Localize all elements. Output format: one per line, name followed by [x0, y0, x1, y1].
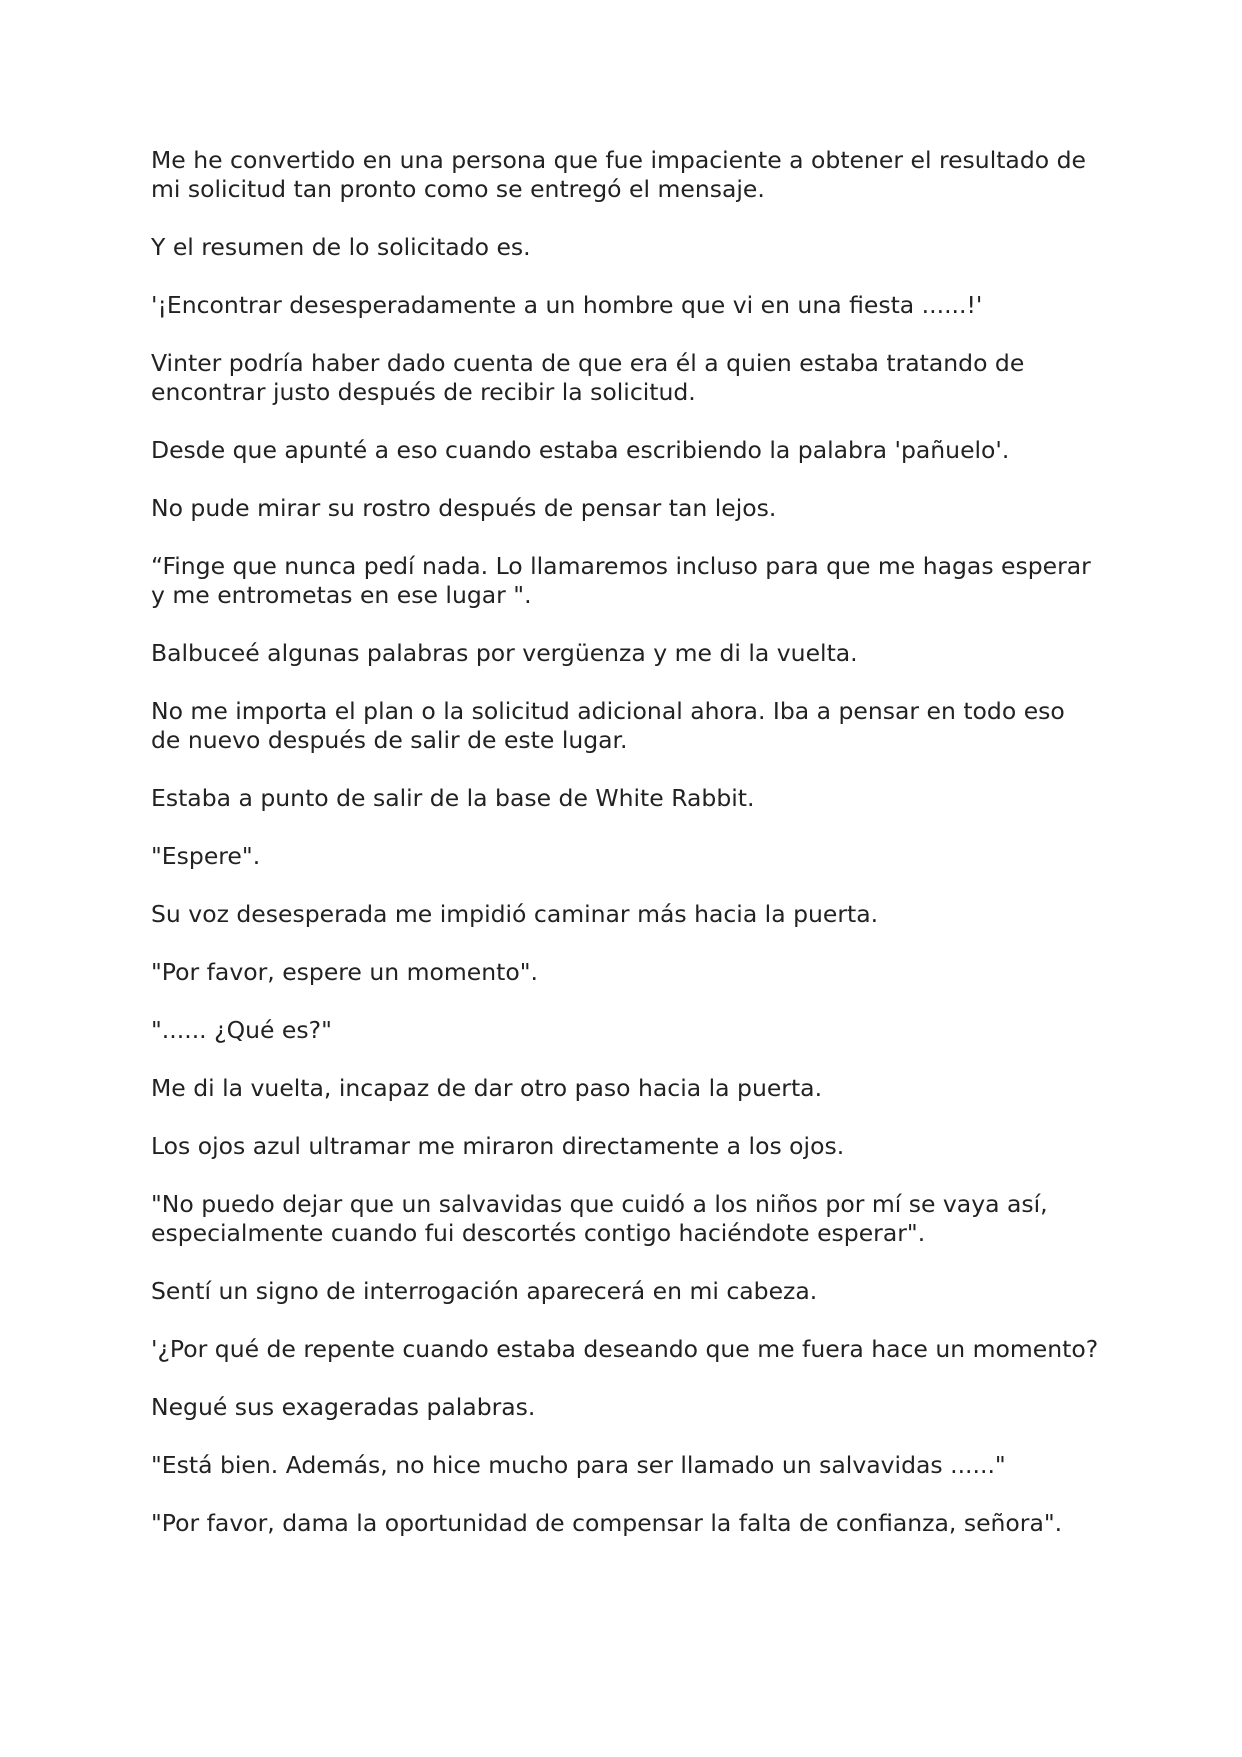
paragraph-8: Balbuceé algunas palabras por vergüenza y me di la vuelta.: [151, 639, 858, 667]
paragraph-19: '¿Por qué de repente cuando estaba deseando que me fuera hace un momento?: [151, 1335, 1099, 1363]
paragraph-1: Me he convertido en una persona que fue impaciente a obtener el resultado de mi solicitud tan pronto como se entregó el mensaje.: [151, 146, 1086, 203]
paragraph-20: Negué sus exageradas palabras.: [151, 1393, 536, 1421]
paragraph-17: "No puedo dejar que un salvavidas que cuidó a los niños por mí se vaya así, especialmente cuando fui descortés contigo haciéndote esperar".: [151, 1190, 1048, 1247]
paragraph-13: "Por favor, espere un momento".: [151, 958, 539, 986]
paragraph-14: "...... ¿Qué es?": [151, 1016, 332, 1044]
paragraph-18: Sentí un signo de interrogación aparecerá en mi cabeza.: [151, 1277, 818, 1305]
paragraph-7: “Finge que nunca pedí nada. Lo llamaremos incluso para que me hagas esperar y me entrometas en ese lugar ".: [151, 552, 1091, 609]
paragraph-9: No me importa el plan o la solicitud adicional ahora. Iba a pensar en todo eso de nuevo después de salir de este lugar.: [151, 697, 1065, 754]
paragraph-15: Me di la vuelta, incapaz de dar otro paso hacia la puerta.: [151, 1074, 823, 1102]
paragraph-4: Vinter podría haber dado cuenta de que era él a quien estaba tratando de encontrar justo después de recibir la solicitud.: [151, 349, 1025, 406]
document-text: [151, 146, 1101, 1567]
paragraph-12: Su voz desesperada me impidió caminar más hacia la puerta.: [151, 900, 879, 928]
paragraph-5: Desde que apunté a eso cuando estaba escribiendo la palabra 'pañuelo'.: [151, 436, 1010, 464]
paragraph-21: "Está bien. Además, no hice mucho para ser llamado un salvavidas ......": [151, 1451, 1006, 1479]
paragraph-6: No pude mirar su rostro después de pensar tan lejos.: [151, 494, 777, 522]
paragraph-16: Los ojos azul ultramar me miraron directamente a los ojos.: [151, 1132, 845, 1160]
paragraph-2: Y el resumen de lo solicitado es.: [151, 233, 531, 261]
paragraph-10: Estaba a punto de salir de la base de White Rabbit.: [151, 784, 755, 812]
paragraph-11: "Espere".: [151, 842, 261, 870]
paragraph-3: '¡Encontrar desesperadamente a un hombre que vi en una fiesta ......!': [151, 291, 983, 319]
paragraph-22: "Por favor, dama la oportunidad de compensar la falta de confianza, señora".: [151, 1509, 1063, 1537]
